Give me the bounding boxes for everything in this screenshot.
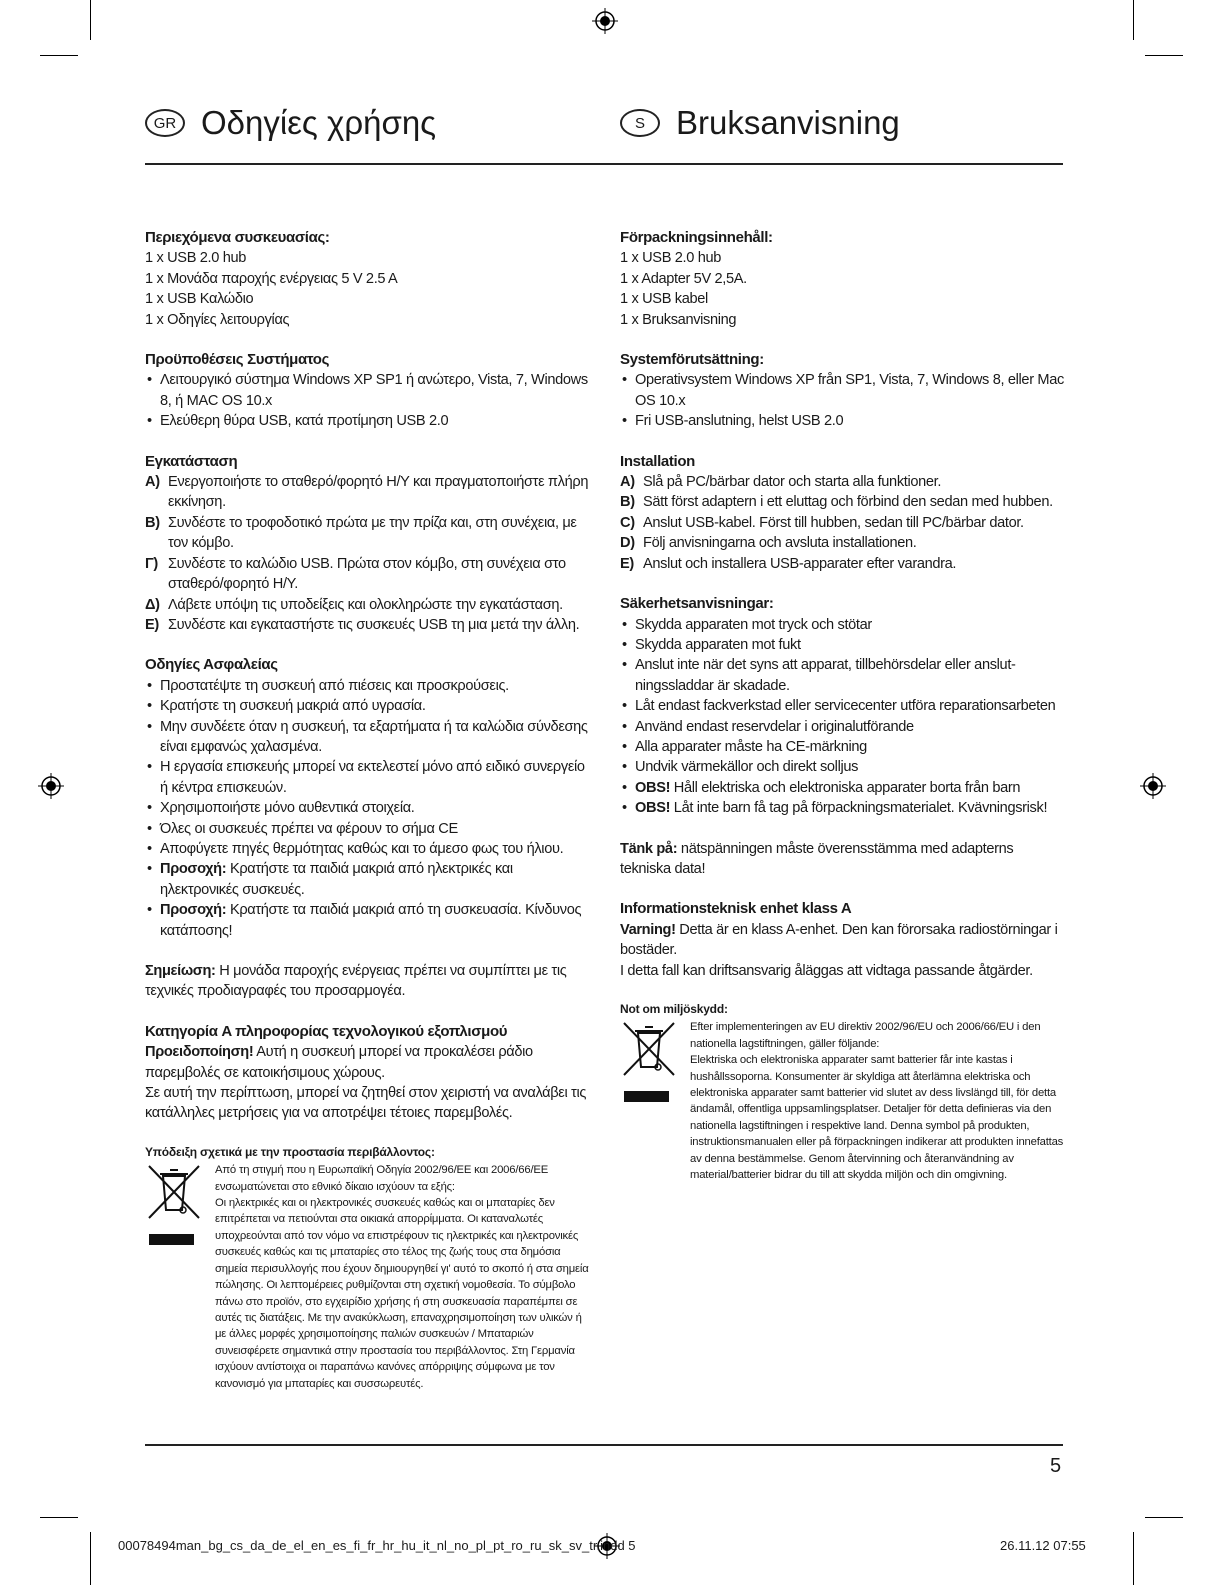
footer-divider	[145, 1444, 1063, 1446]
section-heading: Not om miljöskydd:	[620, 1002, 728, 1016]
list-item: • Ελεύθερη θύρα USB, κατά προτίμηση USB 2.0	[145, 411, 595, 431]
step-label: Δ)	[145, 596, 160, 613]
right-title	[620, 104, 900, 142]
registration-mark-icon	[592, 8, 618, 34]
list-item	[145, 696, 595, 716]
list-item: 1 x Adapter 5V 2,5A.	[620, 270, 747, 287]
step-text: Anslut och installera USB-apparater efter varandra.	[643, 555, 957, 572]
class-a-text: Σε αυτή την περίπτωση, μπορεί να ζητηθεί στον χειριστή να αναλάβει τις κατάλληλες μετρήσεις για να αποτρέψει τέτοιες παρεμβολές.	[145, 1085, 587, 1122]
emphasis: OBS!	[635, 800, 671, 817]
step-label: A)	[145, 474, 160, 491]
installation-step	[145, 615, 595, 635]
list-item	[620, 655, 1065, 696]
note-label: Tänk på:	[620, 840, 678, 857]
crop-mark	[1145, 1517, 1183, 1518]
list-item: 1 x Οδηγίες λειτουργίας	[145, 311, 290, 328]
crop-mark	[40, 1517, 78, 1518]
class-a-text: I detta fall kan driftsansvarig åläggas att vidtaga passande åtgärder.	[620, 962, 1033, 979]
warning-text: Detta är en klass A-enhet. Den kan förorsaka radiostörningar i bostäder.	[620, 921, 1058, 959]
warning-label: Προειδοποίηση!	[145, 1044, 254, 1061]
list-item: • Fri USB-anslutning, helst USB 2.0	[620, 411, 1065, 431]
weee-symbol	[145, 1162, 203, 1392]
item-text: Låt inte barn få tag på förpackningsmaterialet. Kvävningsrisk!	[670, 800, 1048, 817]
step-label: C)	[620, 514, 635, 531]
env-text: Οι ηλεκτρικές και οι ηλεκτρονικές συσκευές καθώς και οι μπαταρίες δεν επιτρέπεται να πετιούνται στα οικιακά απορρίμματα. Οι καταναλωτές υποχρεούνται από τον νόμο να επιστρέφουν τις ηλεκτρικές και ηλεκτρονικές συσκευές καθώς και τις μπαταρίες στο τέλος της ζωής τους στα δημόσια σημεία περισυλλογής που έχουν δημιουργηθεί γι' αυτό το σκοπό ή στα σημεία πώλησης. Οι λεπτομέρειες ρυθμίζονται στη σχετική νομοθεσία. Το σύμβολο πάνω στο προϊόν, στο εγχειρίδιο χρήσης ή στη συσκευασία παραπέμπει σε αυτές τις διατάξεις. Με την ανακύκλωση, επαναχρησιμοποίηση των υλικών ή με άλλες μορφές χρησιμοποίησης παλιών συσκευών / Μπαταριών συνεισφέρετε σημαντικά στην προστασία του περιβάλλοντος. Στη Γερμανία ισχύουν αντίστοιχα οι παραπάνω κανόνες απόρριψης σύμφωνα με τον κανονισμό για μπαταρίες και συσσωρευτές.	[215, 1197, 589, 1390]
item-text: Κρατήστε τα παιδιά μακριά από ηλεκτρικές και ηλεκτρονικές συσκευές.	[160, 861, 513, 898]
list-item: 1 x Μονάδα παροχής ενέργειας 5 V 2.5 A	[145, 270, 398, 287]
installation-step	[620, 554, 1065, 574]
crop-mark	[1145, 55, 1183, 56]
step-label: E)	[620, 555, 634, 572]
footer-date: 26.11.12 07:55	[1000, 1538, 1086, 1553]
section-heading: Säkerhetsanvisningar:	[620, 595, 774, 613]
env-text: Elektriska och elektroniska apparater samt batterier får inte kastas i hushållssoporna. Konsumenter är skyldiga att återlämna elektriska och elektroniska apparater samt batterier vid slutet av dess livslängd till, för detta ändamål, offentliga uppsamlingsplatser. Detaljer för detta definieras via den nationella lagstiftningen i respektive land. Denna symbol på produkten, instruktionsmanualen eller på förpackningen indikerar att produkten innefattas av denna bestämmelse. Genom återvinning och återanvändning av material/batterier bidrar du till att skydda miljön och din omgivning.	[690, 1054, 1064, 1182]
section-heading: Installation	[620, 452, 695, 470]
note-text: Η μονάδα παροχής ενέργειας πρέπει να συμπίπτει με τις τεχνικές προδιαγραφές του προσαρμογέα.	[145, 963, 567, 1000]
list-item	[145, 839, 595, 859]
section-heading: Κατηγορία A πληροφορίας τεχνολογικού εξοπλισμού	[145, 1022, 508, 1040]
list-item	[620, 798, 1065, 818]
environment-notice	[620, 1001, 1065, 1183]
emphasis: OBS!	[635, 779, 671, 796]
system-requirements	[620, 350, 1065, 432]
registration-mark-icon	[1140, 773, 1166, 799]
item-text: Χρησιμοποιήστε μόνο αυθεντικά στοιχεία.	[160, 800, 415, 817]
note-label: Σημείωση:	[145, 963, 216, 979]
list-item	[145, 757, 595, 798]
step-text: Ενεργοποιήστε το σταθερό/φορητό Η/Υ και πραγματοποιήστε πλήρη εκκίνηση.	[168, 474, 589, 511]
installation-step	[145, 513, 595, 554]
step-label: B)	[145, 514, 160, 531]
warning	[145, 1042, 595, 1083]
item-text: Προστατέψτε τη συσκευή από πιέσεις και προσκρούσεις.	[160, 677, 509, 694]
item-text: Η εργασία επισκευής μπορεί να εκτελεστεί μόνο από ειδικό συνεργείο ή κέντρα επισκευών.	[160, 759, 585, 796]
package-contents	[145, 228, 595, 330]
installation-step	[145, 472, 595, 513]
section-heading: Systemförutsättning:	[620, 351, 764, 369]
item-text: Anslut inte när det syns att apparat, tillbehörsdelar eller anslut-ningssladdar är skadade.	[635, 657, 1016, 694]
step-text: Anslut USB-kabel. Först till hubben, sedan till PC/bärbar dator.	[643, 514, 1024, 531]
item-text: Αποφύγετε πηγές θερμότητας καθώς και το άμεσο φως του ήλιου.	[160, 840, 564, 857]
footer-filename: 00078494man_bg_cs_da_de_el_en_es_fi_fr_hr_hu_it_nl_no_pl_pt_ro_ru_sk_sv_tr.indd 5	[118, 1538, 636, 1553]
crop-mark	[1133, 0, 1134, 40]
section-heading: Περιεχόμενα συσκευασίας:	[145, 229, 330, 246]
right-column	[620, 228, 1065, 1183]
installation-step	[620, 472, 1065, 492]
step-text: Λάβετε υπόψη τις υποδείξεις και ολοκληρώστε την εγκατάσταση.	[168, 596, 563, 613]
crop-mark	[40, 55, 78, 56]
crop-mark	[90, 0, 91, 40]
section-heading: Προϋποθέσεις Συστήματος	[145, 351, 330, 369]
safety-instructions	[145, 655, 595, 941]
item-text: Håll elektriska och elektroniska apparater borta från barn	[670, 779, 1021, 796]
page-title: Οδηγίες χρήσης	[201, 104, 437, 141]
list-item	[620, 696, 1065, 716]
list-item	[145, 798, 595, 818]
note	[620, 839, 1065, 880]
list-item: • Operativsystem Windows XP från SP1, Vista, 7, Windows 8, eller Mac OS 10.x	[620, 370, 1065, 411]
section-heading: Förpackningsinnehåll:	[620, 229, 773, 246]
item-text: Όλες οι συσκευές πρέπει να φέρουν το σήμα CE	[160, 820, 458, 837]
weee-bin-icon	[145, 1162, 203, 1222]
warning-text: Αυτή η συσκευή μπορεί να προκαλέσει ράδιο παρεμβολές σε κατοικήσιμους χώρους.	[145, 1044, 533, 1081]
section-heading: Οδηγίες Ασφαλείας	[145, 656, 278, 674]
env-text: Από τη στιγμή που η Ευρωπαϊκή Οδηγία 2002/96/ΕΕ και 2006/66/EE ενσωματώνεται στο εθνικό δίκαιο ισχύουν τα εξής:	[215, 1164, 549, 1193]
system-requirements	[145, 350, 595, 432]
list-item	[145, 676, 595, 696]
item-text: Använd endast reservdelar i originalutförande	[635, 718, 914, 735]
left-column	[145, 228, 595, 1392]
step-label: D)	[620, 535, 635, 552]
list-item	[620, 737, 1065, 757]
step-text: Συνδέστε και εγκαταστήστε τις συσκευές USB τη μια μετά την άλλη.	[168, 616, 580, 633]
list-item: 1 x USB 2.0 hub	[620, 250, 722, 267]
list-item	[145, 819, 595, 839]
step-label: Γ)	[145, 555, 158, 572]
step-text: Συνδέστε το καλώδιο USB. Πρώτα στον κόμβο, στη συνέχεια στο σταθερό/φορητό Η/Υ.	[168, 555, 566, 593]
list-item: 1 x USB Καλώδιο	[145, 291, 254, 308]
list-item	[145, 900, 595, 941]
language-badge: S	[620, 109, 660, 137]
crop-mark	[1133, 1532, 1134, 1585]
list-item	[145, 859, 595, 900]
list-item: 1 x USB 2.0 hub	[145, 250, 247, 267]
emphasis: Προσοχή:	[160, 861, 227, 878]
step-label: E)	[145, 616, 159, 633]
page-title: Bruksanvisning	[676, 104, 900, 141]
warning-label: Varning!	[620, 921, 676, 938]
registration-mark-icon	[38, 773, 64, 799]
language-badge: GR	[145, 109, 185, 137]
installation-step	[620, 492, 1065, 512]
step-label: A)	[620, 474, 635, 491]
note-text: nätspänningen måste överensstämma med adapterns tekniska data!	[620, 840, 1014, 877]
weee-bar	[149, 1234, 194, 1245]
item-text: Κρατήστε τα παιδιά μακριά από τη συσκευασία. Κίνδυνος κατάποσης!	[160, 902, 582, 939]
installation-step	[145, 554, 595, 595]
weee-bin-icon	[620, 1019, 678, 1079]
list-item	[145, 717, 595, 758]
installation	[145, 452, 595, 636]
warning	[620, 920, 1065, 961]
section-heading: Informationsteknisk enhet klass A	[620, 900, 852, 918]
environment-notice	[145, 1144, 595, 1392]
installation-step	[145, 595, 595, 615]
safety-instructions	[620, 594, 1065, 818]
list-item	[620, 717, 1065, 737]
step-label: B)	[620, 494, 635, 511]
item-text: Alla apparater måste ha CE-märkning	[635, 738, 867, 755]
list-item	[620, 757, 1065, 777]
class-a-notice	[620, 899, 1065, 981]
step-text: Sätt först adaptern i ett eluttag och förbind den sedan med hubben.	[643, 494, 1053, 511]
item-text: Låt endast fackverkstad eller servicecenter utföra reparationsarbeten	[635, 698, 1056, 715]
list-item	[620, 778, 1065, 798]
step-text: Slå på PC/bärbar dator och starta alla funktioner.	[643, 474, 942, 491]
list-item	[620, 635, 1065, 655]
weee-symbol	[620, 1019, 678, 1183]
crop-mark	[90, 1532, 91, 1585]
list-item: 1 x USB kabel	[620, 291, 708, 308]
list-item: 1 x Bruksanvisning	[620, 311, 737, 328]
page-number: 5	[1050, 1455, 1062, 1477]
installation-step	[620, 513, 1065, 533]
item-text: Μην συνδέετε όταν η συσκευή, τα εξαρτήματα ή τα καλώδια σύνδεσης είναι εμφανώς χαλασμένα.	[160, 718, 588, 755]
section-heading: Εγκατάσταση	[145, 452, 238, 470]
installation	[620, 452, 1065, 574]
weee-bar	[624, 1091, 669, 1102]
item-text: Skydda apparaten mot tryck och stötar	[635, 616, 872, 633]
env-text: Efter implementeringen av EU direktiv 2002/96/EU och 2006/66/EU i den nationella lagstiftningen, gäller följande:	[690, 1021, 1041, 1050]
class-a-notice	[145, 1022, 595, 1124]
note	[145, 961, 595, 1002]
step-text: Συνδέστε το τροφοδοτικό πρώτα με την πρίζα και, στη συνέχεια, με τον κόμβο.	[168, 514, 577, 552]
section-heading: Υπόδειξη σχετικά με την προστασία περιβάλλοντος:	[145, 1144, 435, 1159]
package-contents	[620, 228, 1065, 330]
item-text: Skydda apparaten mot fukt	[635, 636, 801, 653]
list-item: • Λειτουργικό σύστημα Windows XP SP1 ή ανώτερο, Vista, 7, Windows 8, ή MAC OS 10.x	[145, 370, 595, 411]
header-divider	[145, 163, 1063, 165]
item-text: Undvik värmekällor och direkt solljus	[635, 759, 859, 776]
left-title	[145, 104, 436, 142]
step-text: Följ anvisningarna och avsluta installationen.	[643, 535, 917, 552]
emphasis: Προσοχή:	[160, 902, 227, 919]
installation-step	[620, 533, 1065, 553]
list-item	[620, 615, 1065, 635]
item-text: Κρατήστε τη συσκευή μακριά από υγρασία.	[160, 698, 426, 715]
